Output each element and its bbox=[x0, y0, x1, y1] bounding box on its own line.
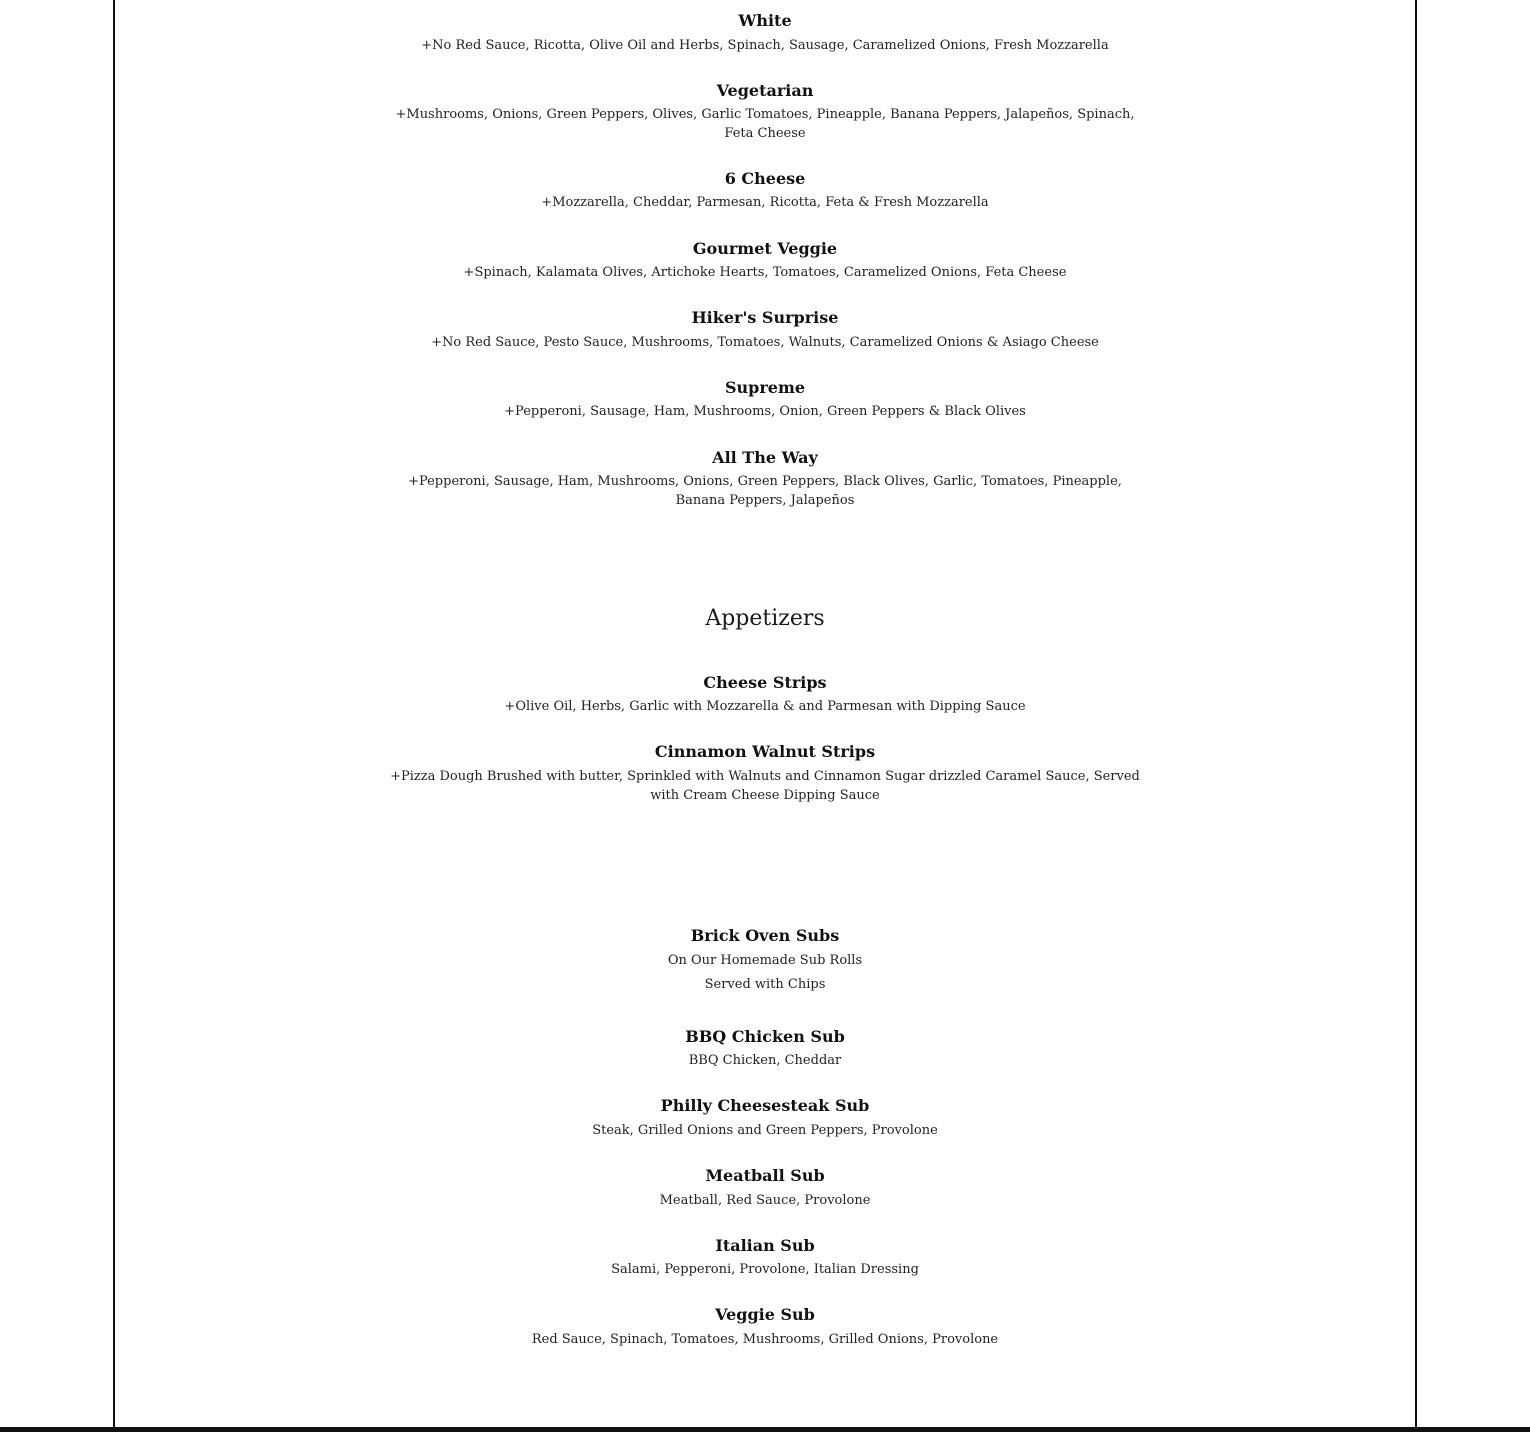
menu-item-description: BBQ Chicken, Cheddar bbox=[688, 1053, 842, 1068]
menu-item-title: 6 Cheese bbox=[724, 169, 806, 188]
menu-item-title: Italian Sub bbox=[715, 1236, 815, 1255]
menu-item-description: Salami, Pepperoni, Provolone, Italian Dressing bbox=[611, 1262, 919, 1277]
bottom-border-line bbox=[0, 1427, 1530, 1432]
menu-item-title: Cinnamon Walnut Strips bbox=[654, 742, 876, 761]
menu-item-title: All The Way bbox=[712, 448, 818, 467]
menu-item-description: +Mozzarella, Cheddar, Parmesan, Ricotta, Feta & Fresh Mozzarella bbox=[541, 195, 989, 210]
menu-item-description: Meatball, Red Sauce, Provolone bbox=[659, 1193, 871, 1208]
menu-item-description: +Olive Oil, Herbs, Garlic with Mozzarella & and Parmesan with Dipping Sauce bbox=[504, 699, 1026, 714]
menu-item-title: BBQ Chicken Sub bbox=[685, 1027, 845, 1046]
section-heading-appetizers: Appetizers bbox=[705, 606, 825, 631]
menu-item-title: Vegetarian bbox=[716, 81, 814, 100]
menu-item-description: +Pepperoni, Sausage, Ham, Mushrooms, Onions, Green Peppers, Black Olives, Garlic, Tomatoes, Pineapple, Banana Peppers, Jalapeños bbox=[408, 474, 1122, 508]
menu-item-title: White bbox=[738, 11, 792, 30]
menu-item-description: Steak, Grilled Onions and Green Peppers, Provolone bbox=[592, 1123, 938, 1138]
menu-item-title: Meatball Sub bbox=[705, 1166, 825, 1185]
menu-item-description: +No Red Sauce, Ricotta, Olive Oil and Herbs, Spinach, Sausage, Caramelized Onions, Fresh Mozzarella bbox=[421, 38, 1109, 53]
menu-item-title: Hiker's Surprise bbox=[691, 308, 839, 327]
subs-subtitle-chips: Served with Chips bbox=[704, 977, 826, 992]
menu-item-description: +No Red Sauce, Pesto Sauce, Mushrooms, Tomatoes, Walnuts, Caramelized Onions & Asiago Cheese bbox=[431, 335, 1099, 350]
menu-item-description: +Pepperoni, Sausage, Ham, Mushrooms, Onion, Green Peppers & Black Olives bbox=[504, 404, 1026, 419]
left-border-line bbox=[113, 0, 115, 1432]
menu-item-description: Red Sauce, Spinach, Tomatoes, Mushrooms, Grilled Onions, Provolone bbox=[531, 1332, 999, 1347]
menu-item-title: Veggie Sub bbox=[715, 1305, 815, 1324]
menu-item-description: +Mushrooms, Onions, Green Peppers, Olives, Garlic Tomatoes, Pineapple, Banana Peppers, Jalapeños, Spinach, Feta Cheese bbox=[395, 107, 1135, 141]
section-heading-subs: Brick Oven Subs bbox=[690, 926, 840, 945]
menu-item-title: Cheese Strips bbox=[703, 673, 827, 692]
right-border-line bbox=[1415, 0, 1417, 1432]
menu-item-description: +Spinach, Kalamata Olives, Artichoke Hearts, Tomatoes, Caramelized Onions, Feta Cheese bbox=[463, 265, 1067, 280]
menu-item-title: Supreme bbox=[724, 378, 806, 397]
subs-subtitle-rolls: On Our Homemade Sub Rolls bbox=[667, 953, 863, 968]
menu-item-description: +Pizza Dough Brushed with butter, Sprinkled with Walnuts and Cinnamon Sugar drizzled Caramel Sauce, Served with Cream Cheese Dipping Sauce bbox=[390, 769, 1140, 803]
menu-item-title: Gourmet Veggie bbox=[692, 239, 838, 258]
menu-item-title: Philly Cheesesteak Sub bbox=[660, 1096, 870, 1115]
